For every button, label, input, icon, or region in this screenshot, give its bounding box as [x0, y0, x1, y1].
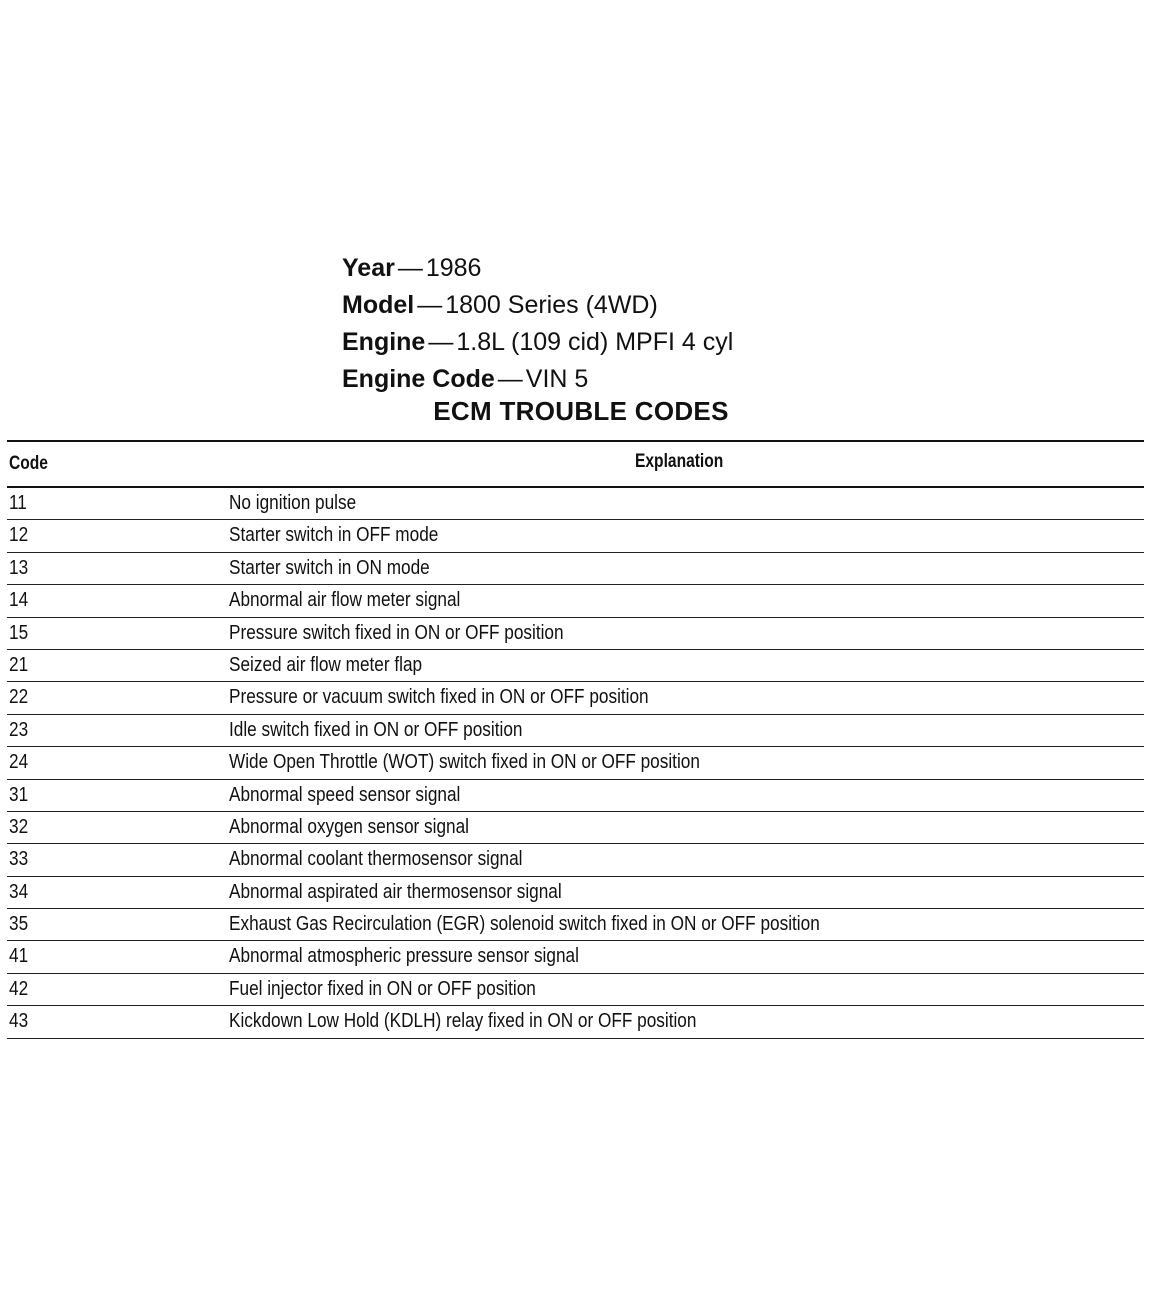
table-row: [7, 618, 1144, 650]
document-title: ECM TROUBLE CODES: [433, 396, 729, 426]
table-header: [7, 442, 1144, 488]
column-header-explanation: Explanation: [635, 451, 724, 472]
trouble-code: 32: [9, 815, 29, 838]
table-row: [7, 650, 1144, 682]
spec-separator: —: [497, 365, 523, 393]
spec-label: Engine Code: [342, 365, 495, 393]
trouble-code: 14: [9, 589, 29, 612]
trouble-code: 35: [9, 913, 29, 936]
table-row: [7, 1006, 1144, 1038]
trouble-code: 23: [9, 718, 29, 741]
code-explanation: Abnormal atmospheric pressure sensor signal: [229, 945, 579, 968]
trouble-code: 24: [9, 751, 29, 774]
code-explanation: Abnormal coolant thermosensor signal: [229, 848, 523, 871]
table-row: [7, 812, 1144, 844]
table-row: [7, 520, 1144, 552]
code-explanation: No ignition pulse: [229, 492, 357, 514]
code-explanation: Starter switch in ON mode: [229, 556, 430, 579]
spec-engine-code: [342, 361, 942, 398]
column-header-code: Code: [9, 453, 48, 474]
table-row: [7, 488, 1144, 520]
table-row: [7, 780, 1144, 812]
spec-separator: —: [428, 328, 454, 356]
code-explanation: Abnormal speed sensor signal: [229, 783, 461, 806]
table-row: [7, 585, 1144, 617]
table-row: [7, 909, 1144, 941]
trouble-code: 41: [9, 945, 29, 968]
spec-value: VIN 5: [525, 365, 589, 393]
spec-separator: —: [417, 291, 443, 319]
trouble-codes-table: [7, 440, 1144, 1039]
table-body: [7, 488, 1144, 1039]
trouble-code: 33: [9, 848, 29, 871]
code-explanation: Wide Open Throttle (WOT) switch fixed in ON or OFF position: [229, 751, 700, 774]
vehicle-spec-block: [342, 250, 942, 398]
spec-year: [342, 250, 942, 287]
spec-value: 1.8L (109 cid) MPFI 4 cyl: [456, 328, 734, 356]
code-explanation: Exhaust Gas Recirculation (EGR) solenoid switch fixed in ON or OFF position: [229, 913, 820, 936]
code-explanation: Fuel injector fixed in ON or OFF position: [229, 977, 536, 1000]
code-explanation: Pressure or vacuum switch fixed in ON or OFF position: [229, 686, 649, 709]
table-row: [7, 974, 1144, 1006]
trouble-code: 42: [9, 977, 29, 1000]
code-explanation: Idle switch fixed in ON or OFF position: [229, 718, 523, 741]
code-explanation: Starter switch in OFF mode: [229, 524, 439, 547]
trouble-code: 22: [9, 686, 29, 709]
trouble-code: 12: [9, 524, 29, 547]
table-row: [7, 682, 1144, 714]
trouble-code: 13: [9, 556, 29, 579]
spec-value: 1800 Series (4WD): [445, 291, 658, 319]
code-explanation: Abnormal aspirated air thermosensor signal: [229, 880, 562, 903]
code-explanation: Pressure switch fixed in ON or OFF position: [229, 621, 564, 644]
trouble-code: 15: [9, 621, 29, 644]
code-explanation: Abnormal air flow meter signal: [229, 589, 461, 612]
table-row: [7, 747, 1144, 779]
trouble-code: 34: [9, 880, 29, 903]
spec-engine: [342, 324, 942, 361]
spec-model: [342, 287, 942, 324]
code-explanation: Seized air flow meter flap: [229, 653, 423, 676]
code-explanation: Abnormal oxygen sensor signal: [229, 815, 469, 838]
trouble-code: 43: [9, 1010, 29, 1033]
code-explanation: Kickdown Low Hold (KDLH) relay fixed in ON or OFF position: [229, 1010, 697, 1033]
table-row: [7, 715, 1144, 747]
spec-value: 1986: [425, 254, 482, 282]
spec-separator: —: [397, 254, 423, 282]
trouble-code: 21: [9, 653, 29, 676]
table-row: [7, 844, 1144, 876]
trouble-code: 31: [9, 783, 29, 806]
table-row: [7, 553, 1144, 585]
table-row: [7, 941, 1144, 973]
table-row: [7, 877, 1144, 909]
trouble-code: 11: [9, 492, 27, 514]
spec-label: Model: [342, 291, 415, 319]
spec-label: Engine: [342, 328, 426, 356]
spec-label: Year: [342, 254, 395, 282]
